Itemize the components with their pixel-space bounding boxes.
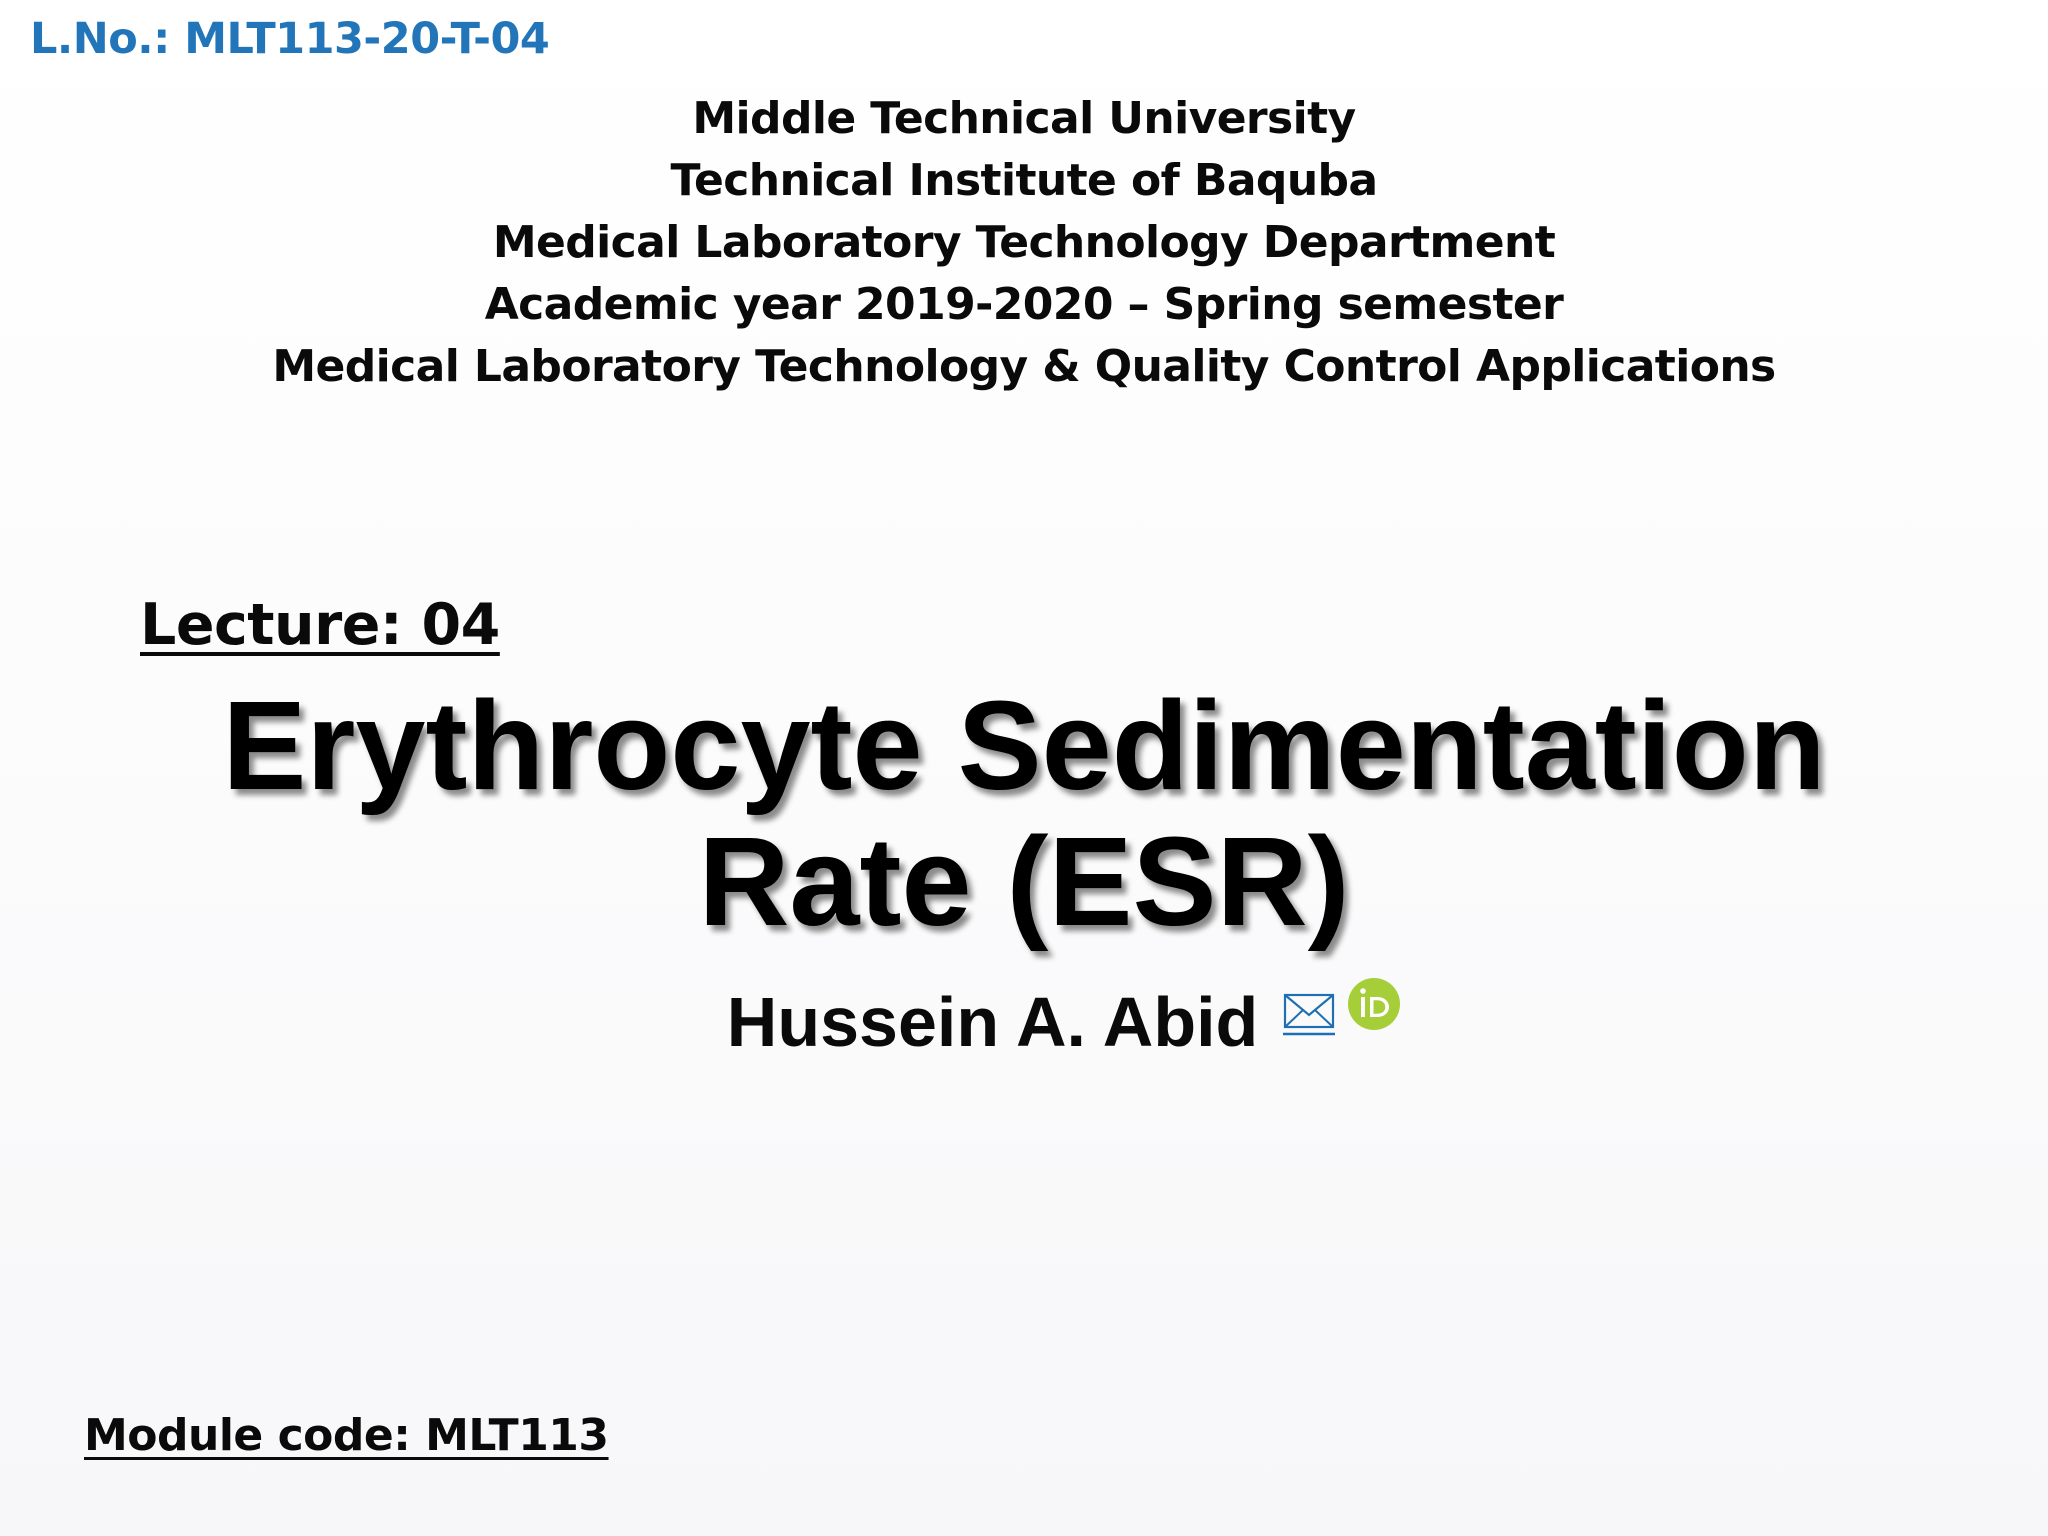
course-name: Medical Laboratory Technology & Quality Control Applications [272, 341, 1776, 392]
department-name: Medical Laboratory Technology Department [492, 217, 1556, 268]
institute-name: Technical Institute of Baquba [670, 155, 1378, 206]
academic-year: Academic year 2019-2020 – Spring semester [484, 279, 1564, 330]
module-code: Module code: MLT113 [84, 1410, 609, 1461]
email-icon[interactable] [1283, 991, 1335, 1037]
orcid-icon[interactable] [1347, 977, 1401, 1031]
institution-header [0, 88, 2048, 398]
author-name: Hussein A. Abid [726, 983, 1259, 1061]
university-name: Middle Technical University [692, 93, 1356, 144]
lecture-number-code: L.No.: MLT113-20-T-04 [30, 14, 550, 64]
lecture-label: Lecture: 04 [140, 592, 500, 658]
author-row [0, 982, 2048, 1062]
title-line-2: Rate (ESR) [698, 811, 1350, 952]
slide-title [0, 675, 2048, 952]
title-line-1: Erythrocyte Sedimentation [222, 675, 1826, 816]
